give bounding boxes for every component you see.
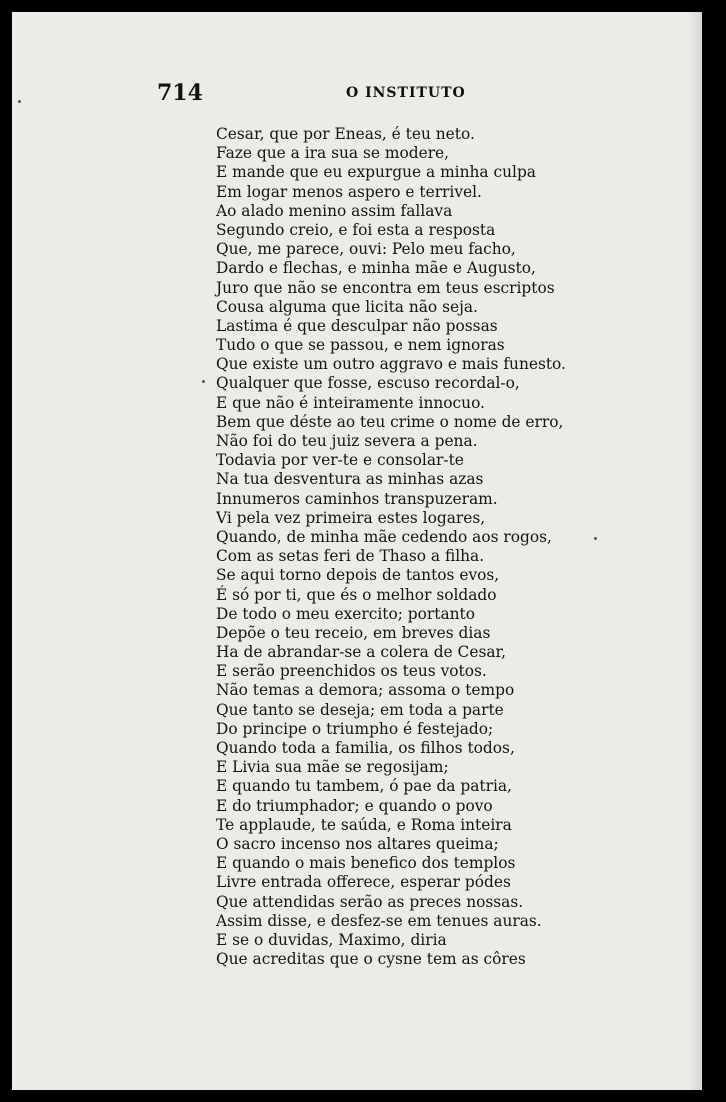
- poem-line: Assim disse, e desfez-se em tenues auras.: [216, 911, 542, 930]
- poem-line: Bem que déste ao teu crime o nome de erro,: [216, 412, 564, 431]
- poem-line: Que attendidas serão as preces nossas.: [216, 892, 524, 911]
- paper-speck: [594, 537, 597, 540]
- poem-line: Te applaude, te saúda, e Roma inteira: [216, 815, 512, 834]
- poem-line: E serão preenchidos os teus votos.: [216, 662, 487, 681]
- poem-line: Na tua desventura as minhas azas: [216, 470, 484, 489]
- poem-line: Que, me parece, ouvi: Pelo meu facho,: [216, 240, 516, 259]
- book-page: [12, 12, 702, 1090]
- poem-line: E do triumphador; e quando o povo: [216, 796, 493, 815]
- poem-line: E se o duvidas, Maximo, diria: [216, 930, 447, 949]
- poem-line: Que existe um outro aggravo e mais funesto.: [216, 355, 566, 374]
- poem-line: Em logar menos aspero e terrivel.: [216, 182, 482, 201]
- poem-line: Ao alado menino assim fallava: [216, 201, 453, 220]
- poem-line: Innumeros caminhos transpuzeram.: [216, 489, 498, 508]
- poem-line: Qualquer que fosse, escuso recordal-o,: [216, 374, 520, 393]
- poem-line: Se aqui torno depois de tantos evos,: [216, 566, 500, 585]
- page-header: [12, 80, 702, 110]
- poem-line: Do principe o triumpho é festejado;: [216, 719, 494, 738]
- poem-line: Quando, de minha mãe cedendo aos rogos,: [216, 527, 552, 546]
- poem-line: Faze que a ira sua se modere,: [216, 144, 450, 163]
- poem-line: Não temas a demora; assoma o tempo: [216, 681, 515, 700]
- poem-line: E quando o mais benefico dos templos: [216, 854, 516, 873]
- poem-line: É só por ti, que és o melhor soldado: [216, 585, 497, 604]
- paper-speck: [18, 100, 21, 103]
- poem-line: Cesar, que por Eneas, é teu neto.: [216, 125, 475, 143]
- poem-line: E mande que eu expurgue a minha culpa: [216, 163, 536, 182]
- poem-line: Vi pela vez primeira estes logares,: [216, 508, 486, 527]
- poem-line: Dardo e flechas, e minha mãe e Augusto,: [216, 259, 536, 278]
- poem-line: Juro que não se encontra em teus escriptos: [216, 278, 555, 297]
- poem-line: Que acreditas que o cysne tem as côres: [216, 950, 526, 969]
- poem-line: Que tanto se deseja; em toda a parte: [216, 700, 504, 719]
- poem-line: Com as setas feri de Thaso a filha.: [216, 547, 485, 566]
- poem-line: Cousa alguma que licita não seja.: [216, 297, 478, 316]
- poem-line: E quando tu tambem, ó pae da patria,: [216, 777, 512, 796]
- poem-line: O sacro incenso nos altares queima;: [216, 834, 499, 853]
- poem-line: Lastima é que desculpar não possas: [216, 316, 498, 335]
- page-edge-shadow: [688, 12, 702, 1090]
- poem-line: Ha de abrandar-se a colera de Cesar,: [216, 643, 507, 662]
- paper-speck: [202, 380, 205, 383]
- poem-line: Segundo creio, e foi esta a resposta: [216, 220, 496, 239]
- poem-line: E que não é inteiramente innocuo.: [216, 393, 485, 412]
- poem-text: [216, 125, 576, 969]
- running-title: O INSTITUTO: [346, 85, 466, 101]
- page-number: 714: [157, 80, 203, 106]
- poem-line: Tudo o que se passou, e nem ignoras: [216, 336, 505, 355]
- poem-line: Todavia por ver-te e consolar-te: [216, 451, 464, 470]
- poem-line: E Livia sua mãe se regosijam;: [216, 758, 449, 777]
- poem-line: Quando toda a familia, os filhos todos,: [216, 739, 515, 757]
- poem-line: Não foi do teu juiz severa a pena.: [216, 432, 478, 450]
- poem-line: Livre entrada offerece, esperar pódes: [216, 873, 511, 892]
- poem-line: Depõe o teu receio, em breves dias: [216, 623, 491, 642]
- poem-line: De todo o meu exercito; portanto: [216, 604, 475, 623]
